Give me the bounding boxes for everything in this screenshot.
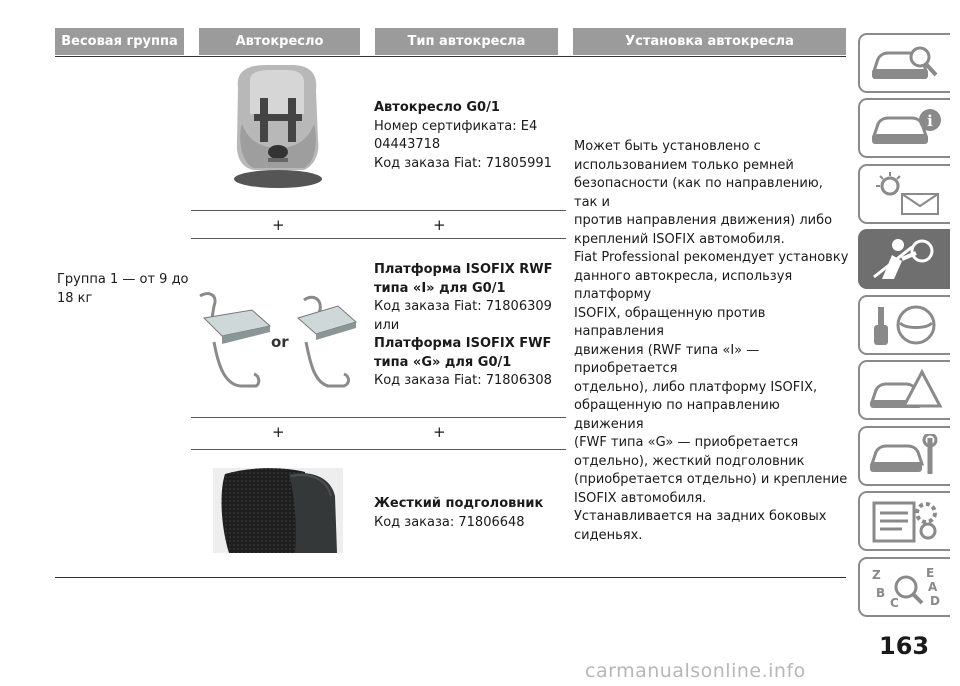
headrest-title: Жесткий подголовник (374, 496, 544, 511)
platform-rwf-code: Код заказа Fiat: 71806309 (374, 299, 552, 314)
platform-or-label: or (271, 333, 289, 351)
install-line: обращенную по направлению движения (574, 398, 780, 432)
weight-group-line2: 18 кг (57, 290, 93, 306)
install-line: креплений ISOFIX автомобиля. (574, 231, 785, 247)
install-line: (приобретается отдельно) и крепление (574, 472, 848, 487)
tab-index[interactable] (858, 557, 950, 617)
header-installation: Установка автокресла (573, 28, 846, 55)
headrest-code: Код заказа: 71806648 (374, 514, 525, 530)
platform-rwf-title: Платформа ISOFIX RWF (374, 262, 553, 277)
airbag-safety-icon (868, 237, 944, 281)
install-line: против направления движения) либо (574, 213, 833, 228)
install-line: Fiat Professional рекомендует установку (574, 250, 849, 265)
tab-dashboard[interactable] (858, 33, 950, 93)
svg-text:A: A (928, 580, 938, 594)
install-line: данного автокресла, используя платформу (574, 268, 793, 302)
platform-or: или (374, 317, 400, 333)
weight-group-line1: Группа 1 — от 9 до (57, 272, 189, 287)
svg-text:B: B (876, 586, 886, 600)
dashboard-search-icon (868, 41, 944, 85)
install-line: отдельно), либо платформу ISOFIX, (574, 379, 818, 395)
maintenance-wrench-icon (868, 434, 944, 478)
weight-group-cell (57, 271, 189, 308)
platform-fwf-title: Платформа ISOFIX FWF (374, 336, 552, 351)
seat-order-code: Код заказа Fiat: 71805991 (374, 155, 552, 171)
svg-text:Z: Z (872, 568, 881, 582)
headrest-description (374, 495, 543, 532)
install-line: отдельно), жесткий подголовник (574, 453, 805, 469)
install-line: ISOFIX, обращенную против направления (574, 305, 766, 339)
plus-sign: + (272, 423, 285, 441)
emergency-triangle-icon (868, 368, 944, 412)
car-info-icon (868, 106, 944, 150)
steering-key-icon (868, 303, 944, 347)
platform-fwf-subtitle: типа «G» для G0/1 (374, 354, 512, 370)
certificate-line1: Номер сертификата: E4 (374, 118, 538, 134)
install-line: сиденьях. (574, 527, 643, 543)
platform-description (374, 261, 553, 391)
table-bottom-line (55, 577, 846, 578)
tab-technical-specs[interactable] (858, 491, 950, 551)
certificate-line2: 04443718 (374, 137, 441, 152)
tab-safety[interactable] (858, 229, 950, 289)
header-seat-type: Тип автокресла (375, 28, 558, 55)
installation-text (574, 138, 850, 545)
install-line: использованием только ремней (574, 157, 794, 173)
install-line: движения (RWF типа «I» — приобретается (574, 342, 760, 376)
plus-sign: + (433, 423, 446, 441)
warning-lights-icon (868, 172, 944, 216)
svg-text:i: i (927, 112, 933, 130)
header-car-seat: Автокресло (199, 28, 360, 55)
tab-emergency[interactable] (858, 360, 950, 420)
plus-sign: + (272, 216, 285, 234)
platform-fwf-code: Код заказа Fiat: 71806308 (374, 373, 552, 388)
svg-text:E: E (926, 566, 935, 580)
tab-car-info[interactable] (858, 98, 950, 158)
headrest-image (213, 468, 343, 553)
alphabetical-index-icon (868, 565, 944, 609)
car-seat-title: Автокресло G0/1 (374, 100, 500, 115)
install-line: безопасности (как по направлению, так и (574, 176, 823, 210)
install-line: Устанавливается на задних боковых (574, 509, 827, 524)
separator-1 (191, 210, 566, 211)
header-underline (55, 56, 846, 57)
separator-4 (191, 449, 566, 450)
platform-rwf-subtitle: типа «I» для G0/1 (374, 280, 506, 296)
svg-text:C: C (890, 596, 899, 609)
tab-warning-lights[interactable] (858, 164, 950, 224)
svg-text:D: D (930, 594, 940, 608)
tab-starting-driving[interactable] (858, 295, 950, 355)
install-line: (FWF типа «G» — приобретается (574, 435, 799, 450)
header-weight-group: Весовая группа (55, 28, 184, 55)
page-number: 163 (879, 632, 930, 660)
install-line: ISOFIX автомобиля. (574, 490, 707, 506)
car-seat-image (224, 62, 330, 190)
car-seat-description (374, 99, 552, 173)
separator-2 (191, 238, 566, 239)
tab-maintenance[interactable] (858, 426, 950, 486)
plus-sign: + (433, 216, 446, 234)
watermark: carmanualsonline.info (585, 660, 806, 682)
install-line: Может быть установлено с (574, 139, 761, 154)
technical-specs-icon (868, 499, 944, 543)
separator-3 (191, 417, 566, 418)
